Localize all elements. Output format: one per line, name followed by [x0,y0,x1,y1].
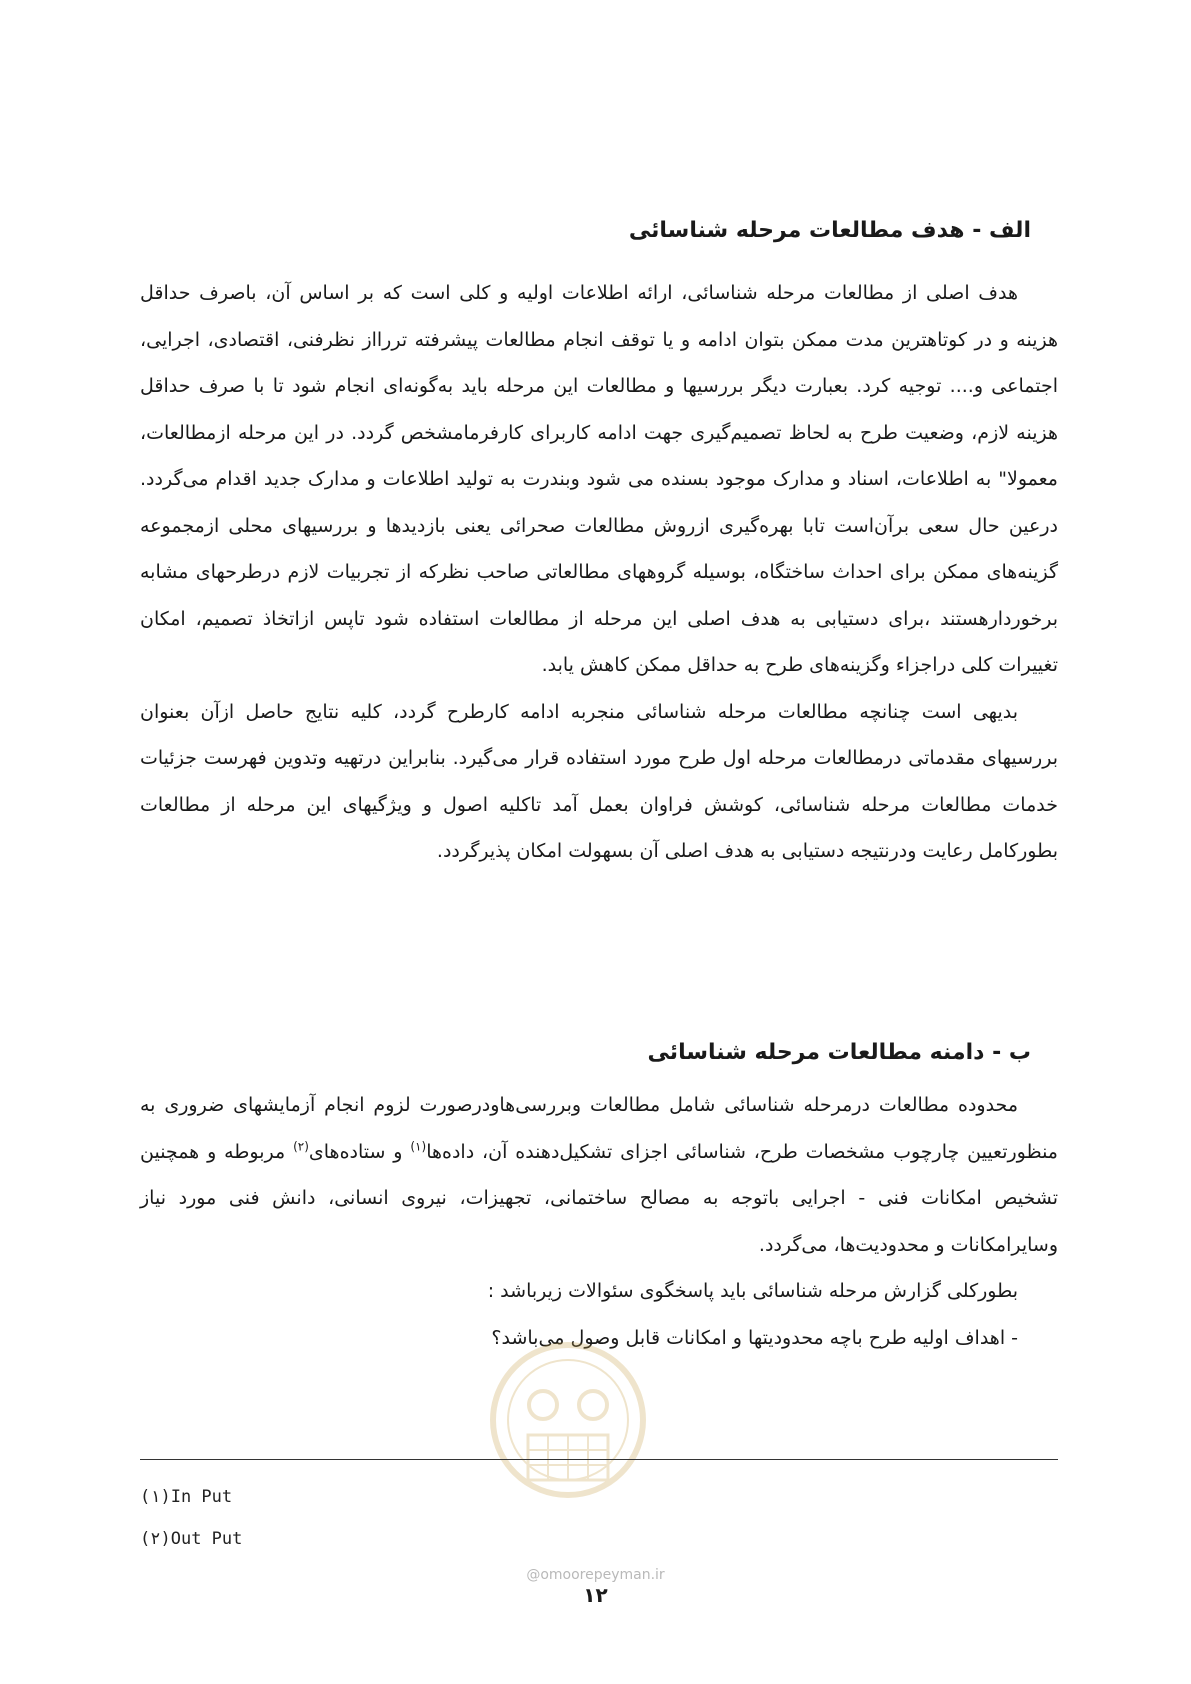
section-b-paragraph-1-part-3: مربوطه و همچنین تشخیص امکانات فنی - اجرایی باتوجه به مصالح ساختمانی، تجهیزات، نیروی انسانی، دانش فنی مورد نیاز وسایرامکانات و محدودیت‌ها، می‌گردد. [140,1140,1058,1256]
footnote-divider [140,1459,1058,1460]
footnote-2-marker: (۲) [140,1529,171,1549]
question-1: - اهداف اولیه طرح باچه محدودیتها و امکانات قابل وصول می‌باشد؟ [491,1326,1018,1349]
section-b-paragraph-1 [140,1082,1058,1268]
section-a-paragraph-1: هدف اصلی از مطالعات مرحله شناسائی، ارائه اطلاعات اولیه و کلی است که بر اساس آن، باصرف حداقل هزینه و در کوتاهترین مدت ممکن بتوان ادامه و یا توقف انجام مطالعات پیشرفته تررااز نظرفنی، اقتصادی، اجرایی، اجتماعی و.... توجیه کرد. بعبارت دیگر بررسیها و مطالعات این مرحله باید به‌گونه‌ای انجام شود تا با صرف حداقل هزینه لازم، وضعیت طرح به لحاظ تصمیم‌گیری جهت ادامه کاربرای کارفرمامشخص گردد. در این مرحله ازمطالعات، معمولا" به اطلاعات، اسناد و مدارک موجود بسنده می شود وبندرت به تولید اطلاعات و مدارک جدید اقدام می‌گردد. درعین حال سعی برآن‌است تابا بهره‌گیری ازروش مطالعات صحرائی یعنی بازدیدها و بررسیهای محلی ازمجموعه گزینه‌های ممکن برای احداث ساختگاه، بوسیله گروههای مطالعاتی صاحب نظرکه از تجربیات لازم درطرحهای مشابه برخوردارهستند ،برای دستیابی به هدف اصلی این مرحله از مطالعات استفاده شود تاپس ازاتخاذ تصمیم، امکان تغییرات کلی دراجزاء وگزینه‌های طرح به حداقل ممکن کاهش یابد. [140,282,1058,676]
section-b-paragraph-2: بطورکلی گزارش مرحله شناسائی باید پاسخگوی سئوالات زیرباشد : [487,1280,1018,1302]
section-b-heading: ب - دامنه مطالعات مرحله شناسائی [647,1040,1031,1065]
footnote-1-text: In Put [170,1487,233,1507]
section-a-heading: الف - هدف مطالعات مرحله شناسائی [628,218,1031,243]
footnote-ref-2: (۲) [293,1139,309,1154]
section-b-paragraph-1-part-2: و ستاده‌های [308,1140,411,1163]
footnote-2-text: Out Put [170,1529,243,1549]
section-b-paragraph-1-part-1: محدوده مطالعات درمرحله شناسائی شامل مطالعات وبررسی‌هاودرصورت لزوم انجام آزمایشهای ضروری به منظورتعیین چارچوب مشخصات طرح، شناسائی اجزای تشکیل‌دهنده آن، داده‌ها [140,1094,1058,1163]
footnote-1-marker: (۱) [140,1487,171,1507]
footnote-2 [140,1529,242,1549]
watermark-url: @omoorepeyman.ir [526,1567,665,1583]
section-a-body [140,270,1058,875]
footnote-1 [140,1487,232,1507]
page-number: ۱۲ [583,1583,608,1607]
footnote-ref-1: (۱) [410,1139,427,1154]
section-a-paragraph-2: بدیهی است چنانچه مطالعات مرحله شناسائی منجربه ادامه کارطرح گردد، کلیه نتایج حاصل ازآن بعنوان بررسیهای مقدماتی درمطالعات مرحله اول طرح مورد استفاده قرار می‌گیرد. بنابراین درتهیه وتدوین فهرست جزئیات خدمات مطالعات مرحله شناسائی، کوشش فراوان بعمل آمد تاکلیه اصول و ویژگیهای این مرحله از مطالعات بطورکامل رعایت ودرنتیجه دستیابی به هدف اصلی آن بسهولت امکان پذیرگردد. [140,700,1058,862]
watermark-logo-icon [488,1300,648,1540]
